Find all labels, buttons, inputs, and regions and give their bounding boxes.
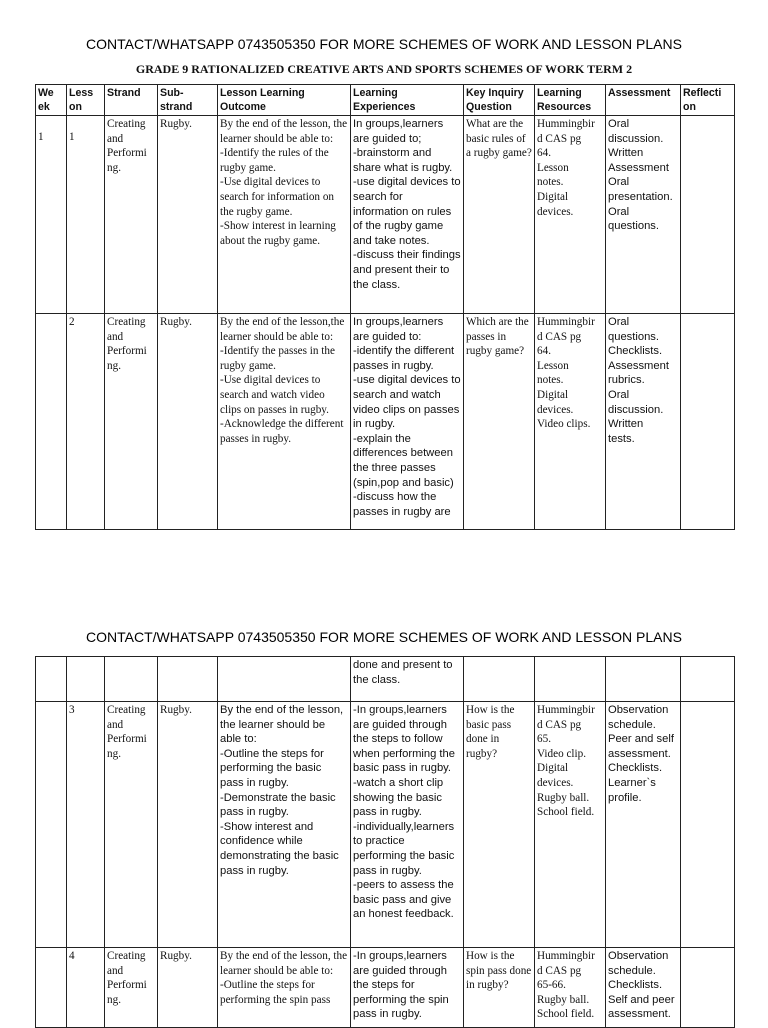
reflection-cell	[681, 314, 735, 530]
assessment-cell: Observation schedule. Checklists. Self and peer assessment.	[606, 948, 681, 1028]
week-cell	[36, 314, 67, 530]
lesson-cell: 3	[67, 702, 105, 948]
assessment-cell: Oral questions. Checklists. Assessment rubrics. Oral discussion. Written tests.	[606, 314, 681, 530]
question-cell: How is the basic pass done in rugby?	[464, 702, 535, 948]
lesson-cell: 1	[67, 116, 105, 314]
reflection-cell	[681, 116, 735, 314]
experiences-continuation-cell: done and present to the class.	[351, 657, 464, 702]
resources-cell: Hummingbir d CAS pg 65. Video clip. Digital devices. Rugby ball. School field.	[535, 702, 606, 948]
question-cell: Which are the passes in rugby game?	[464, 314, 535, 530]
outcome-cell: By the end of the lesson, the learner should be able to: -Identify the rules of the rugby game. -Use digital devices to search for information on the rugby game. -Show interest in learning about the rugby game.	[218, 116, 351, 314]
strand-cell: Creating and Performi ng.	[105, 116, 158, 314]
week-cell	[36, 948, 67, 1028]
lesson-cell	[67, 657, 105, 702]
header-lesson: Less on	[67, 85, 105, 116]
experiences-cell: In groups,learners are guided to; -brainstorm and share what is rugby. -use digital devices to search for information on rules of the rugby game and take notes. -discuss their findings and present their to the class.	[351, 116, 464, 314]
outcome-cell	[218, 657, 351, 702]
document-title: GRADE 9 RATIONALIZED CREATIVE ARTS AND SPORTS SCHEMES OF WORK TERM 2	[135, 62, 633, 76]
table-row	[36, 657, 735, 702]
lesson-cell: 4	[67, 948, 105, 1028]
strand-cell: Creating and Performi ng.	[105, 948, 158, 1028]
header-week: We ek	[36, 85, 67, 116]
header-sub-strand: Sub- strand	[158, 85, 218, 116]
strand-cell: Creating and Performi ng.	[105, 702, 158, 948]
header-strand: Strand	[105, 85, 158, 116]
experiences-cell: -In groups,learners are guided through the steps to follow when performing the basic pass in rugby. -watch a short clip showing the basic pass in rugby. -individually,learners to practice performing the basic pass in rugby. -peers to assess the basic pass and give an honest feedback.	[351, 702, 464, 948]
outcome-cell: By the end of the lesson, the learner should be able to: -Outline the steps for performing the spin pass	[218, 948, 351, 1028]
resources-cell: Hummingbir d CAS pg 64. Lesson notes. Digital devices.	[535, 116, 606, 314]
strand-cell: Creating and Performi ng.	[105, 314, 158, 530]
resources-cell: Hummingbir d CAS pg 65-66. Rugby ball. School field.	[535, 948, 606, 1028]
table-row	[36, 116, 735, 314]
table-row	[36, 702, 735, 948]
schemes-table-page-2	[35, 656, 735, 1028]
resources-cell	[535, 657, 606, 702]
experiences-cell: In groups,learners are guided to: -identify the different passes in rugby. -use digital devices to search and watch video clips on passes in rugby. -explain the differences between the three passes (spin,pop and basic) -discuss how the passes in rugby are	[351, 314, 464, 530]
table-row	[36, 314, 735, 530]
sub-strand-cell: Rugby.	[158, 116, 218, 314]
schemes-table-page-1	[35, 84, 735, 530]
reflection-cell	[681, 702, 735, 948]
question-cell: How is the spin pass done in rugby?	[464, 948, 535, 1028]
header-assessment: Assessment	[606, 85, 681, 116]
page-banner-2: CONTACT/WHATSAPP 0743505350 FOR MORE SCHEMES OF WORK AND LESSON PLANS	[86, 629, 682, 645]
question-cell: What are the basic rules of a rugby game?	[464, 116, 535, 314]
question-cell	[464, 657, 535, 702]
header-resources: Learning Resources	[535, 85, 606, 116]
experiences-cell: -In groups,learners are guided through the steps for performing the spin pass in rugby.	[351, 948, 464, 1028]
sub-strand-cell: Rugby.	[158, 948, 218, 1028]
lesson-cell: 2	[67, 314, 105, 530]
page-banner-1: CONTACT/WHATSAPP 0743505350 FOR MORE SCHEMES OF WORK AND LESSON PLANS	[86, 36, 682, 52]
week-cell: 1	[36, 116, 67, 314]
outcome-cell: By the end of the lesson,the learner should be able to: -Identify the passes in the rugby game. -Use digital devices to search and watch video clips on passes in rugby. -Acknowledge the different passes in rugby.	[218, 314, 351, 530]
table-row	[36, 948, 735, 1028]
header-question: Key Inquiry Question	[464, 85, 535, 116]
header-outcome: Lesson Learning Outcome	[218, 85, 351, 116]
week-cell	[36, 657, 67, 702]
header-experiences: Learning Experiences	[351, 85, 464, 116]
assessment-cell: Oral discussion. Written Assessment Oral presentation. Oral questions.	[606, 116, 681, 314]
assessment-cell	[606, 657, 681, 702]
outcome-cell: By the end of the lesson, the learner should be able to: -Outline the steps for performing the basic pass in rugby. -Demonstrate the basic pass in rugby. -Show interest and confidence while demonstrating the basic pass in rugby.	[218, 702, 351, 948]
reflection-cell	[681, 657, 735, 702]
header-reflection: Reflecti on	[681, 85, 735, 116]
sub-strand-cell	[158, 657, 218, 702]
week-cell	[36, 702, 67, 948]
reflection-cell	[681, 948, 735, 1028]
table-header-row	[36, 85, 735, 116]
assessment-cell: Observation schedule. Peer and self assessment. Checklists. Learner`s profile.	[606, 702, 681, 948]
sub-strand-cell: Rugby.	[158, 702, 218, 948]
resources-cell: Hummingbir d CAS pg 64. Lesson notes. Digital devices. Video clips.	[535, 314, 606, 530]
sub-strand-cell: Rugby.	[158, 314, 218, 530]
strand-cell	[105, 657, 158, 702]
